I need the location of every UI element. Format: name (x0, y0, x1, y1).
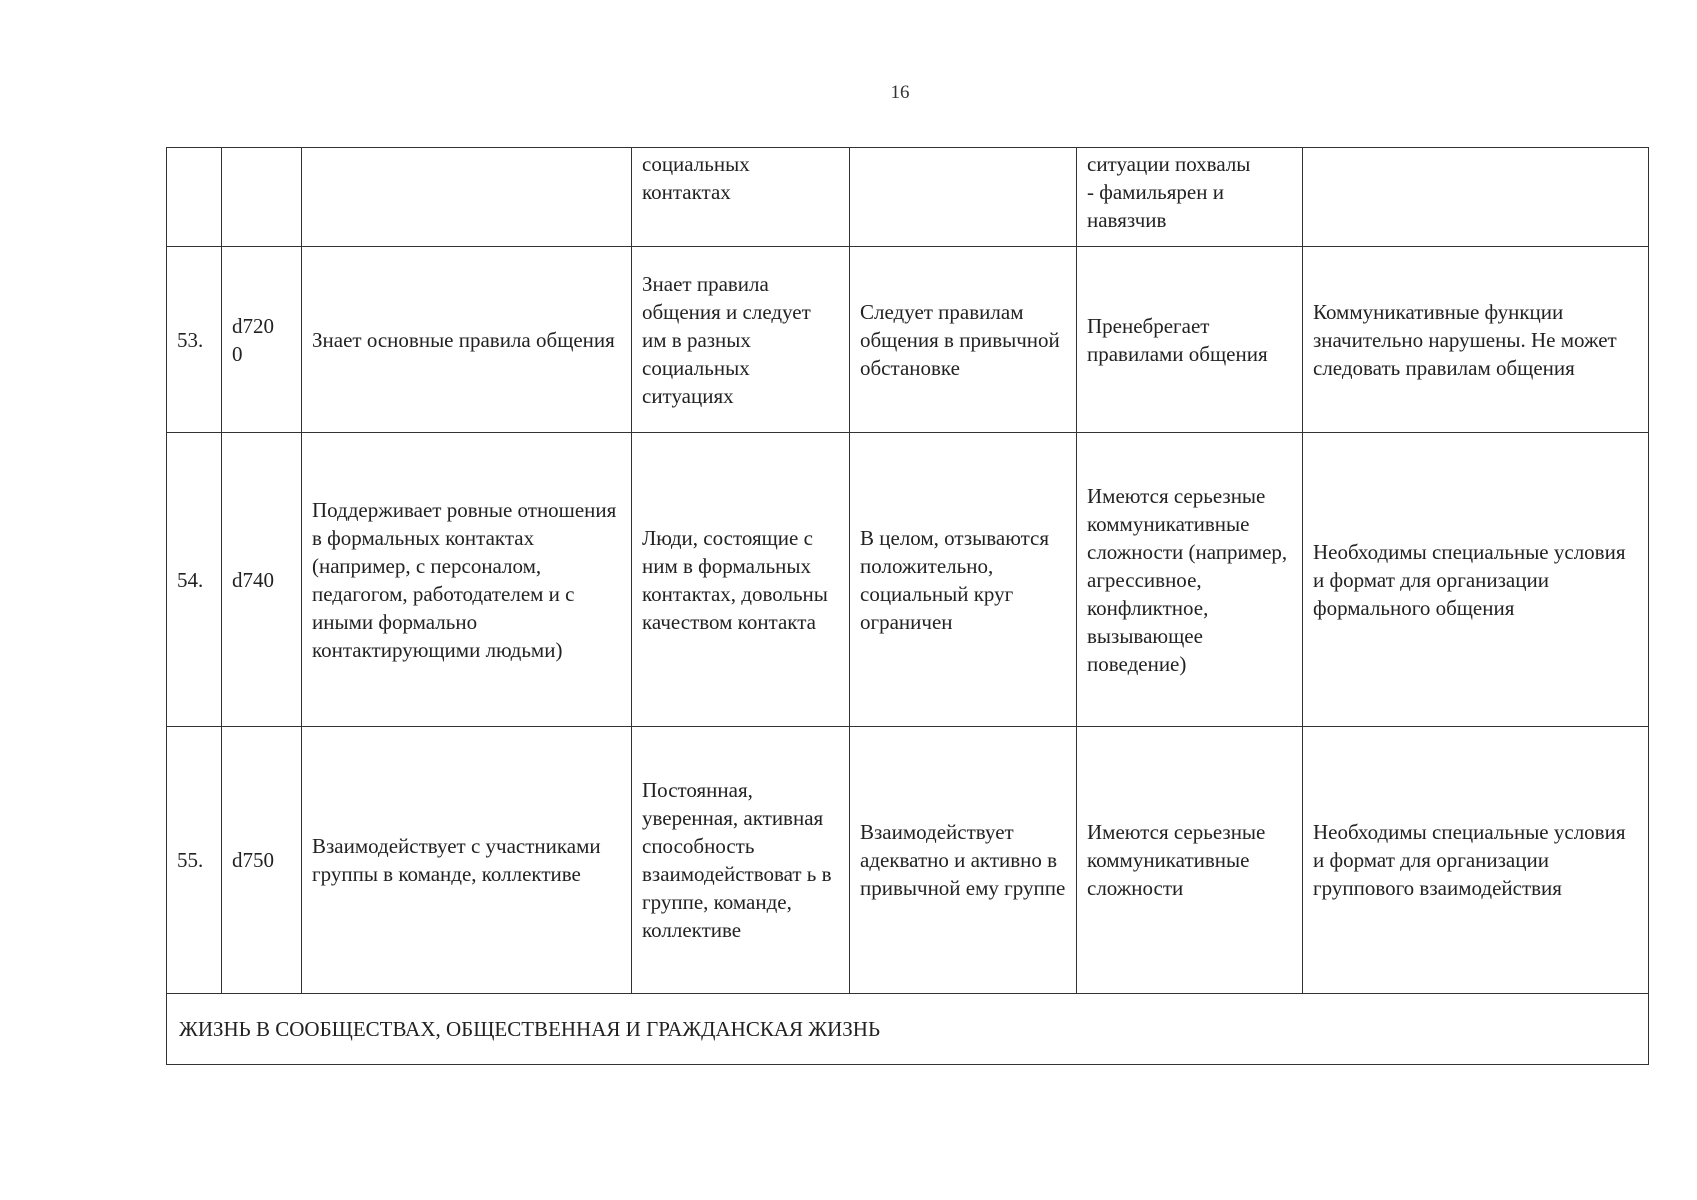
row-number-cell: 55. (167, 727, 222, 994)
level-high-cell: социальных контактах (632, 148, 850, 247)
row-number-cell: 54. (167, 433, 222, 727)
table-row (167, 727, 1649, 994)
level-medium-cell: Взаимодействует адекватно и активно в привычной ему группе (850, 727, 1077, 994)
section-heading-row (167, 994, 1649, 1065)
row-number-cell: 53. (167, 247, 222, 433)
section-heading: ЖИЗНЬ В СООБЩЕСТВАХ, ОБЩЕСТВЕННАЯ И ГРАЖДАНСКАЯ ЖИЗНЬ (167, 994, 1649, 1065)
level-high-cell: Постоянная, уверенная, активная способность взаимодействоват ь в группе, команде, коллективе (632, 727, 850, 994)
level-medium-cell (850, 148, 1077, 247)
level-severe-cell: Необходимы специальные условия и формат для организации формального общения (1303, 433, 1649, 727)
level-severe-cell: Коммуникативные функции значительно нарушены. Не может следовать правилам общения (1303, 247, 1649, 433)
level-low-cell: ситуации похвалы - фамильярен и навязчив (1077, 148, 1303, 247)
level-severe-cell (1303, 148, 1649, 247)
description-cell: Поддерживает ровные отношения в формальных контактах (например, с персоналом, педагогом, работодателем и с иными формально контактирующими людьми) (302, 433, 632, 727)
code-cell (222, 148, 302, 247)
code-cell: d720 0 (222, 247, 302, 433)
row-number-cell (167, 148, 222, 247)
table-row (167, 433, 1649, 727)
level-low-cell: Имеются серьезные коммуникативные сложности (1077, 727, 1303, 994)
table-row (167, 148, 1649, 247)
level-severe-cell: Необходимы специальные условия и формат для организации группового взаимодействия (1303, 727, 1649, 994)
level-medium-cell: Следует правилам общения в привычной обстановке (850, 247, 1077, 433)
description-cell: Знает основные правила общения (302, 247, 632, 433)
level-high-cell: Знает правила общения и следует им в разных социальных ситуациях (632, 247, 850, 433)
code-cell: d740 (222, 433, 302, 727)
code-cell: d750 (222, 727, 302, 994)
assessment-table (166, 147, 1649, 1065)
description-cell: Взаимодействует с участниками группы в команде, коллективе (302, 727, 632, 994)
page-number: 16 (890, 82, 910, 103)
level-high-cell: Люди, состоящие с ним в формальных контактах, довольны качеством контакта (632, 433, 850, 727)
description-cell (302, 148, 632, 247)
level-medium-cell: В целом, отзываются положительно, социальный круг ограничен (850, 433, 1077, 727)
table-row (167, 247, 1649, 433)
level-low-cell: Имеются серьезные коммуникативные сложности (например, агрессивное, конфликтное, вызывающее поведение) (1077, 433, 1303, 727)
level-low-cell: Пренебрегает правилами общения (1077, 247, 1303, 433)
